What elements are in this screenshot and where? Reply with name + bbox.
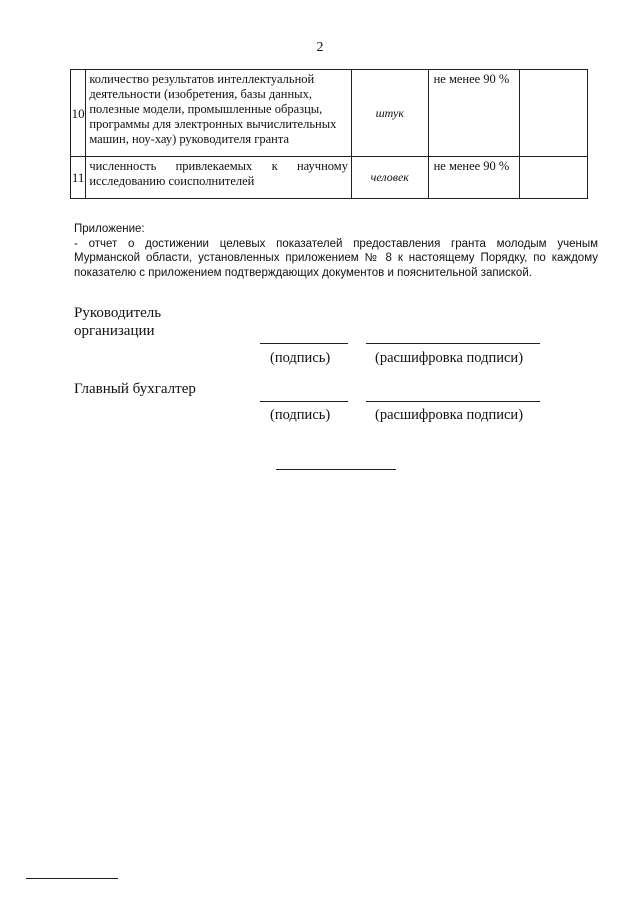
indicator-description	[86, 157, 352, 199]
indicator-description: количество результатов интеллектуальной деятельности (изобретения, базы данных, полезные модели, промышленные образцы, программы для электронных вычислительных машин, ноу-хау) руководителя гранта	[86, 70, 352, 157]
description-line: численность привлекаемых к научному	[89, 159, 348, 173]
table-row	[71, 70, 588, 157]
appendix	[74, 222, 598, 280]
target-value: не менее 90 %	[428, 70, 519, 157]
empty-cell	[519, 70, 588, 157]
empty-cell	[519, 157, 588, 199]
appendix-body: - отчет о достижении целевых показателей предоставления гранта молодым ученым Мурманской области, установленных приложением № 8 к настоящему Порядку, по каждому показателю с приложением подтверждающих документов и пояснительной запиской.	[74, 237, 598, 279]
appendix-heading: Приложение:	[74, 223, 145, 235]
target-value: не менее 90 %	[428, 157, 519, 199]
row-number: 11	[71, 157, 86, 199]
head-decode-caption: (расшифровка подписи)	[375, 350, 524, 366]
accountant-signature-caption: (подпись)	[270, 407, 331, 423]
page-number: 2	[316, 40, 324, 55]
accountant-decode-caption: (расшифровка подписи)	[375, 407, 524, 423]
indicators-table	[70, 69, 588, 199]
head-decode-line	[366, 343, 540, 344]
head-title-line1: Руководитель	[74, 305, 162, 321]
row-number: 10	[71, 70, 86, 157]
accountant-signature-line	[260, 401, 348, 402]
accountant-decode-line	[366, 401, 540, 402]
unit-cell: штук	[351, 70, 428, 157]
separator-line	[276, 469, 396, 470]
head-signature-line	[260, 343, 348, 344]
unit-cell: человек	[351, 157, 428, 199]
head-title-line2: организации	[74, 323, 155, 339]
footnote-rule	[26, 878, 118, 879]
accountant-title: Главный бухгалтер	[74, 381, 196, 397]
head-signature-caption: (подпись)	[270, 350, 331, 366]
table-row	[71, 157, 588, 199]
description-line: исследованию соисполнителей	[89, 174, 255, 188]
